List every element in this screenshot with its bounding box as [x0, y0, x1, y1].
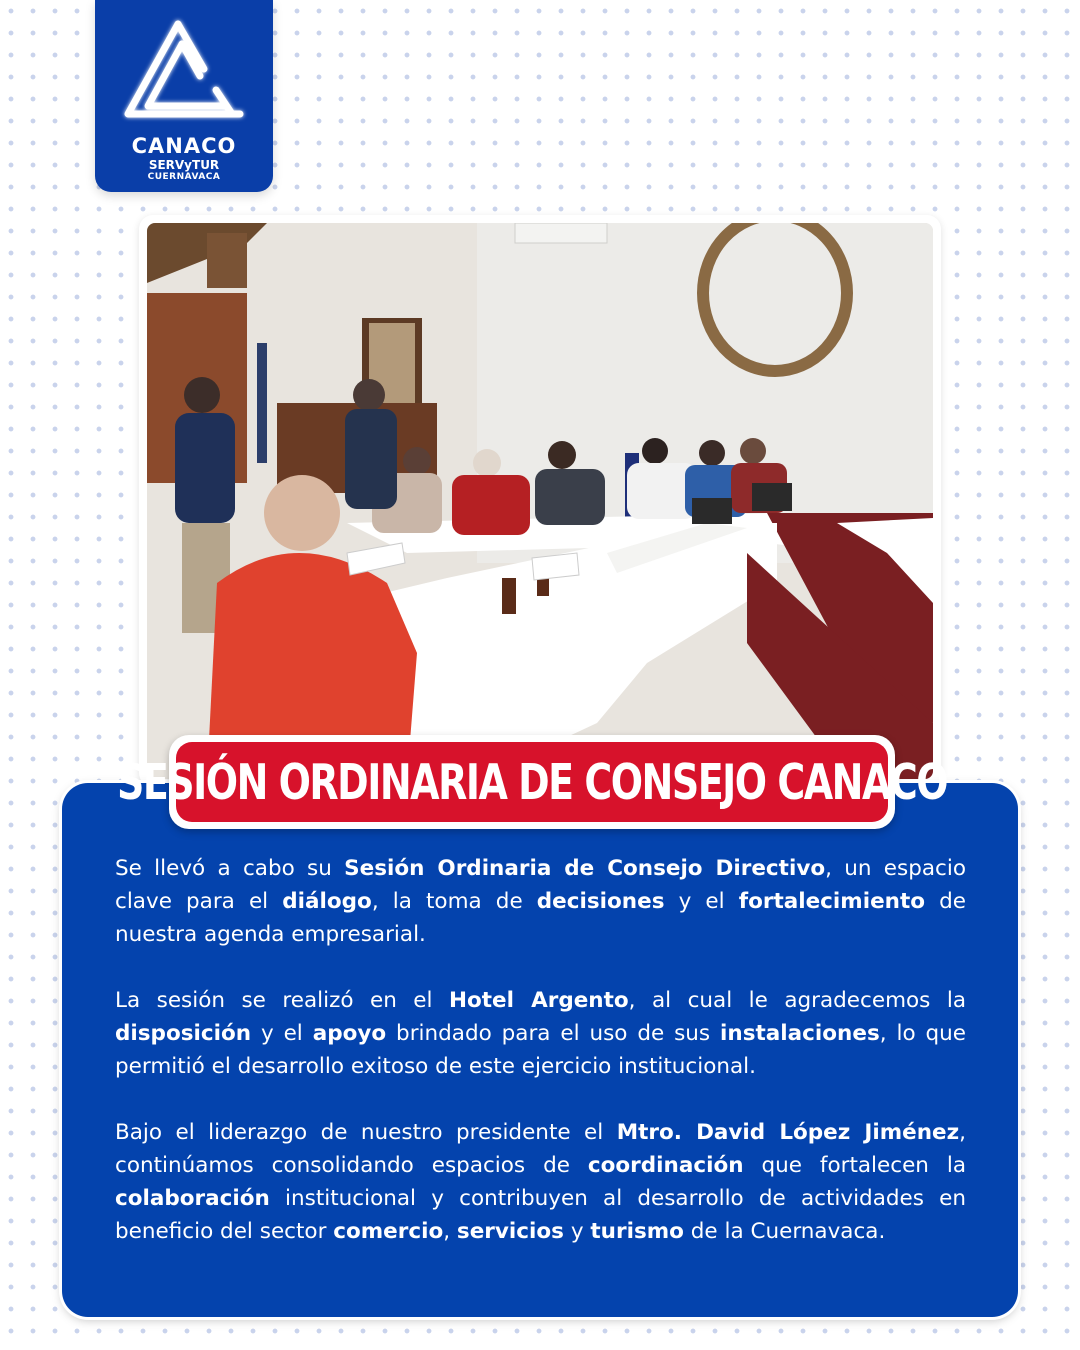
text-segment: de la Cuernavaca.	[683, 1219, 886, 1244]
highlighted-text: diálogo	[282, 889, 372, 914]
text-segment: y el	[664, 889, 739, 914]
text-segment: , un espacio clave para el	[115, 856, 966, 914]
highlighted-text: turismo	[590, 1219, 684, 1244]
meeting-photo	[147, 223, 933, 779]
text-segment: y el	[251, 1021, 313, 1046]
paragraph-2	[115, 984, 966, 1083]
text-segment: , continúamos consolidando espacios de	[115, 1120, 966, 1178]
text-segment: Bajo el liderazgo de nuestro presidente el	[115, 1120, 617, 1145]
highlighted-text: comercio	[333, 1219, 444, 1244]
logo-subtitle-text: SERVyTUR	[148, 158, 220, 172]
text-segment: brindado para el uso de sus	[386, 1021, 721, 1046]
meeting-photo-illustration	[147, 223, 933, 779]
paragraph-1	[115, 852, 966, 951]
page-title: SESIÓN ORDINARIA DE CONSEJO CANACO	[116, 753, 948, 811]
highlighted-text: decisiones	[536, 889, 665, 914]
paragraph-3	[115, 1116, 966, 1248]
text-segment: , la toma de	[371, 889, 537, 914]
highlighted-text: Mtro. David López Jiménez	[616, 1120, 960, 1145]
highlighted-text: Sesión Ordinaria de Consejo Directivo	[344, 856, 826, 881]
text-segment: de nuestra agenda empresarial.	[115, 889, 966, 947]
logo-city-text: CUERNAVACA	[147, 172, 221, 182]
title-badge	[116, 742, 948, 822]
text-segment: La sesión se realizó en el	[115, 988, 449, 1013]
highlighted-text: instalaciones	[720, 1021, 880, 1046]
text-segment: ,	[443, 1219, 457, 1244]
text-segment: que fortalecen la	[743, 1153, 967, 1178]
highlighted-text: apoyo	[312, 1021, 387, 1046]
canaco-logo-mark	[120, 14, 248, 132]
highlighted-text: colaboración	[115, 1186, 270, 1211]
logo-brand-text: CANACO	[131, 134, 237, 158]
text-segment: , al cual le agradecemos la	[628, 988, 966, 1013]
text-segment: Se llevó a cabo su	[115, 856, 345, 881]
highlighted-text: disposición	[115, 1021, 252, 1046]
highlighted-text: fortalecimiento	[738, 889, 926, 914]
highlighted-text: servicios	[456, 1219, 564, 1244]
highlighted-text: Hotel Argento	[448, 988, 629, 1013]
body-text	[115, 852, 966, 1281]
text-segment: , lo que permitió el desarrollo exitoso de este ejercicio institucional.	[115, 1021, 966, 1079]
text-segment: y	[563, 1219, 591, 1244]
highlighted-text: coordinación	[587, 1153, 744, 1178]
text-segment: institucional y contribuyen al desarrollo de actividades en beneficio del sector	[115, 1186, 966, 1244]
canaco-logo	[95, 0, 273, 192]
